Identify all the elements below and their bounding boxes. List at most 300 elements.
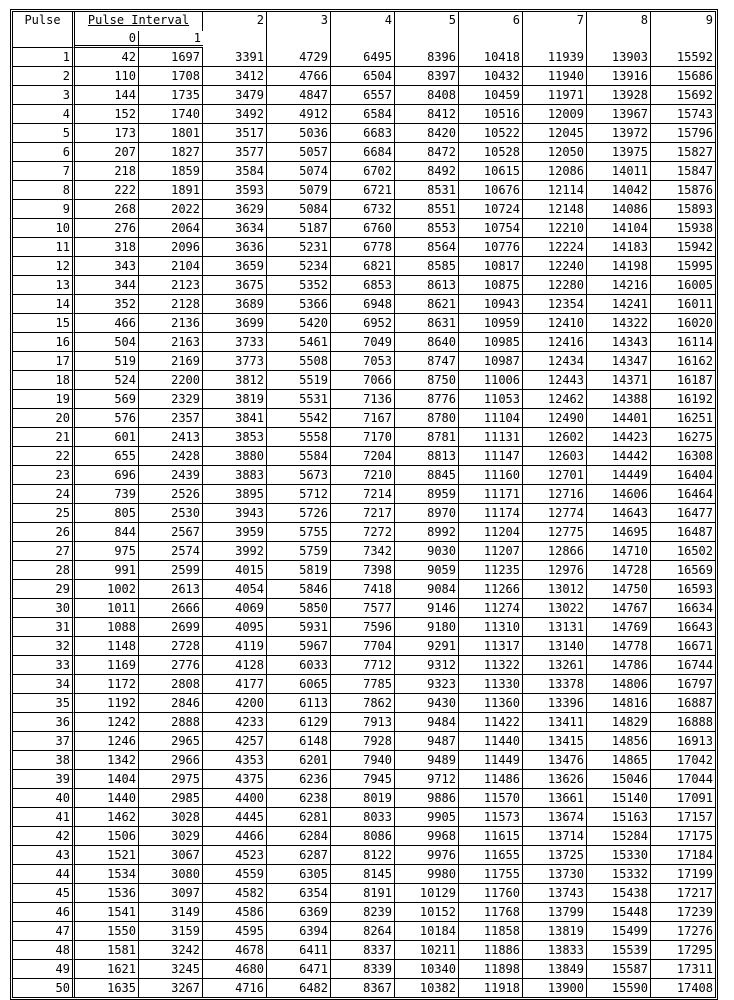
table-cell: 3479 bbox=[203, 86, 267, 105]
table-cell: 16887 bbox=[651, 694, 715, 713]
table-cell: 16744 bbox=[651, 656, 715, 675]
column-header: 6 bbox=[459, 12, 523, 48]
table-cell: 8408 bbox=[395, 86, 459, 105]
table-cell: 10724 bbox=[459, 200, 523, 219]
table-cell: 4257 bbox=[203, 732, 267, 751]
table-cell: 13661 bbox=[523, 789, 587, 808]
table-cell: 16888 bbox=[651, 713, 715, 732]
table-cell: 5420 bbox=[267, 314, 331, 333]
table-cell: 15692 bbox=[651, 86, 715, 105]
table-row bbox=[13, 808, 715, 827]
table-row bbox=[13, 789, 715, 808]
table-cell: 11422 bbox=[459, 713, 523, 732]
table-cell: 14086 bbox=[587, 200, 651, 219]
table-cell: 524 bbox=[75, 371, 139, 390]
table-cell: 11104 bbox=[459, 409, 523, 428]
table-cell: 13476 bbox=[523, 751, 587, 770]
table-row bbox=[13, 371, 715, 390]
table-row bbox=[13, 903, 715, 922]
table-row bbox=[13, 732, 715, 751]
table-row bbox=[13, 181, 715, 200]
row-pulse-number: 34 bbox=[13, 675, 75, 694]
row-pulse-number: 5 bbox=[13, 124, 75, 143]
table-cell: 5531 bbox=[267, 390, 331, 409]
table-row bbox=[13, 333, 715, 352]
table-cell: 15587 bbox=[587, 960, 651, 979]
table-cell: 519 bbox=[75, 352, 139, 371]
table-row bbox=[13, 314, 715, 333]
table-cell: 1635 bbox=[75, 979, 139, 997]
table-cell: 17044 bbox=[651, 770, 715, 789]
table-cell: 13140 bbox=[523, 637, 587, 656]
table-cell: 16308 bbox=[651, 447, 715, 466]
table-cell: 11858 bbox=[459, 922, 523, 941]
table-cell: 1172 bbox=[75, 675, 139, 694]
table-cell: 15827 bbox=[651, 143, 715, 162]
table-cell: 9146 bbox=[395, 599, 459, 618]
table-row bbox=[13, 504, 715, 523]
table-cell: 4847 bbox=[267, 86, 331, 105]
table-cell: 9489 bbox=[395, 751, 459, 770]
table-cell: 10754 bbox=[459, 219, 523, 238]
table-row bbox=[13, 409, 715, 428]
table-cell: 3391 bbox=[203, 48, 267, 67]
table-cell: 4586 bbox=[203, 903, 267, 922]
table-cell: 8472 bbox=[395, 143, 459, 162]
row-pulse-number: 13 bbox=[13, 276, 75, 295]
table-cell: 14104 bbox=[587, 219, 651, 238]
table-cell: 12462 bbox=[523, 390, 587, 409]
table-cell: 11615 bbox=[459, 827, 523, 846]
table-cell: 8264 bbox=[331, 922, 395, 941]
table-cell: 11768 bbox=[459, 903, 523, 922]
table-cell: 6732 bbox=[331, 200, 395, 219]
table-cell: 7210 bbox=[331, 466, 395, 485]
table-cell: 11886 bbox=[459, 941, 523, 960]
table-cell: 4054 bbox=[203, 580, 267, 599]
table-cell: 7342 bbox=[331, 542, 395, 561]
table-cell: 2846 bbox=[139, 694, 203, 713]
row-pulse-number: 11 bbox=[13, 238, 75, 257]
row-pulse-number: 26 bbox=[13, 523, 75, 542]
table-cell: 13131 bbox=[523, 618, 587, 637]
table-cell: 4729 bbox=[267, 48, 331, 67]
table-cell: 17091 bbox=[651, 789, 715, 808]
table-cell: 13411 bbox=[523, 713, 587, 732]
table-cell: 2776 bbox=[139, 656, 203, 675]
table-cell: 12701 bbox=[523, 466, 587, 485]
table-cell: 5508 bbox=[267, 352, 331, 371]
table-cell: 3245 bbox=[139, 960, 203, 979]
table-cell: 13261 bbox=[523, 656, 587, 675]
table-cell: 268 bbox=[75, 200, 139, 219]
table-cell: 1697 bbox=[139, 48, 203, 67]
table-row bbox=[13, 105, 715, 124]
table-cell: 11207 bbox=[459, 542, 523, 561]
table-cell: 7167 bbox=[331, 409, 395, 428]
table-cell: 4680 bbox=[203, 960, 267, 979]
row-pulse-number: 42 bbox=[13, 827, 75, 846]
table-cell: 8337 bbox=[331, 941, 395, 960]
table-cell: 14401 bbox=[587, 409, 651, 428]
table-cell: 1521 bbox=[75, 846, 139, 865]
table-cell: 5234 bbox=[267, 257, 331, 276]
row-pulse-number: 46 bbox=[13, 903, 75, 922]
table-cell: 3943 bbox=[203, 504, 267, 523]
row-pulse-number: 6 bbox=[13, 143, 75, 162]
table-cell: 14778 bbox=[587, 637, 651, 656]
table-cell: 1827 bbox=[139, 143, 203, 162]
table-cell: 3629 bbox=[203, 200, 267, 219]
table-cell: 5074 bbox=[267, 162, 331, 181]
table-row bbox=[13, 561, 715, 580]
table-cell: 13967 bbox=[587, 105, 651, 124]
table-cell: 11266 bbox=[459, 580, 523, 599]
table-cell: 7272 bbox=[331, 523, 395, 542]
table-cell: 1534 bbox=[75, 865, 139, 884]
table-cell: 11160 bbox=[459, 466, 523, 485]
table-cell: 17311 bbox=[651, 960, 715, 979]
table-cell: 4466 bbox=[203, 827, 267, 846]
table-cell: 4200 bbox=[203, 694, 267, 713]
table-row bbox=[13, 390, 715, 409]
table-cell: 3242 bbox=[139, 941, 203, 960]
table-cell: 2128 bbox=[139, 295, 203, 314]
table-cell: 15942 bbox=[651, 238, 715, 257]
pulse-interval-table bbox=[10, 9, 718, 1000]
table-cell: 3267 bbox=[139, 979, 203, 997]
table-cell: 6287 bbox=[267, 846, 331, 865]
table-cell: 5967 bbox=[267, 637, 331, 656]
table-cell: 15743 bbox=[651, 105, 715, 124]
table-cell: 8813 bbox=[395, 447, 459, 466]
table-cell: 3883 bbox=[203, 466, 267, 485]
table-cell: 3584 bbox=[203, 162, 267, 181]
table-cell: 5352 bbox=[267, 276, 331, 295]
table-cell: 7398 bbox=[331, 561, 395, 580]
table-row bbox=[13, 846, 715, 865]
table-cell: 3659 bbox=[203, 257, 267, 276]
table-cell: 15046 bbox=[587, 770, 651, 789]
table-cell: 11655 bbox=[459, 846, 523, 865]
table-cell: 10382 bbox=[395, 979, 459, 997]
table-row bbox=[13, 751, 715, 770]
row-pulse-number: 38 bbox=[13, 751, 75, 770]
row-pulse-number: 39 bbox=[13, 770, 75, 789]
table-cell: 17199 bbox=[651, 865, 715, 884]
row-pulse-number: 41 bbox=[13, 808, 75, 827]
table-cell: 16162 bbox=[651, 352, 715, 371]
table-cell: 14750 bbox=[587, 580, 651, 599]
table-cell: 15438 bbox=[587, 884, 651, 903]
table-cell: 9487 bbox=[395, 732, 459, 751]
table-cell: 1735 bbox=[139, 86, 203, 105]
table-cell: 1541 bbox=[75, 903, 139, 922]
table-cell: 655 bbox=[75, 447, 139, 466]
table-cell: 9323 bbox=[395, 675, 459, 694]
row-pulse-number: 1 bbox=[13, 48, 75, 67]
table-row bbox=[13, 580, 715, 599]
table-cell: 13022 bbox=[523, 599, 587, 618]
table-cell: 1246 bbox=[75, 732, 139, 751]
table-cell: 1708 bbox=[139, 67, 203, 86]
table-cell: 16797 bbox=[651, 675, 715, 694]
table-cell: 5726 bbox=[267, 504, 331, 523]
table-cell: 14322 bbox=[587, 314, 651, 333]
table-cell: 12354 bbox=[523, 295, 587, 314]
table-cell: 11898 bbox=[459, 960, 523, 979]
table-cell: 15332 bbox=[587, 865, 651, 884]
table-cell: 1169 bbox=[75, 656, 139, 675]
table-cell: 16251 bbox=[651, 409, 715, 428]
table-cell: 15876 bbox=[651, 181, 715, 200]
row-pulse-number: 15 bbox=[13, 314, 75, 333]
table-cell: 13819 bbox=[523, 922, 587, 941]
table-row bbox=[13, 48, 715, 67]
row-pulse-number: 48 bbox=[13, 941, 75, 960]
table-cell: 17295 bbox=[651, 941, 715, 960]
table-cell: 3159 bbox=[139, 922, 203, 941]
row-pulse-number: 21 bbox=[13, 428, 75, 447]
table-cell: 10211 bbox=[395, 941, 459, 960]
table-cell: 5931 bbox=[267, 618, 331, 637]
table-cell: 218 bbox=[75, 162, 139, 181]
table-cell: 3733 bbox=[203, 333, 267, 352]
table-cell: 12210 bbox=[523, 219, 587, 238]
table-cell: 5819 bbox=[267, 561, 331, 580]
table-cell: 15938 bbox=[651, 219, 715, 238]
table-cell: 11174 bbox=[459, 504, 523, 523]
table-cell: 12148 bbox=[523, 200, 587, 219]
table-cell: 8845 bbox=[395, 466, 459, 485]
table-cell: 8033 bbox=[331, 808, 395, 827]
table-cell: 16634 bbox=[651, 599, 715, 618]
table-cell: 2965 bbox=[139, 732, 203, 751]
table-cell: 4375 bbox=[203, 770, 267, 789]
table-cell: 4912 bbox=[267, 105, 331, 124]
table-cell: 14816 bbox=[587, 694, 651, 713]
table-row bbox=[13, 637, 715, 656]
row-pulse-number: 10 bbox=[13, 219, 75, 238]
row-pulse-number: 19 bbox=[13, 390, 75, 409]
table-cell: 13674 bbox=[523, 808, 587, 827]
table-cell: 9484 bbox=[395, 713, 459, 732]
table-cell: 8613 bbox=[395, 276, 459, 295]
table-cell: 6471 bbox=[267, 960, 331, 979]
table-cell: 17175 bbox=[651, 827, 715, 846]
table-cell: 6394 bbox=[267, 922, 331, 941]
table-cell: 3689 bbox=[203, 295, 267, 314]
table-cell: 3097 bbox=[139, 884, 203, 903]
table-cell: 14042 bbox=[587, 181, 651, 200]
table-cell: 13396 bbox=[523, 694, 587, 713]
table-cell: 2599 bbox=[139, 561, 203, 580]
table-cell: 4400 bbox=[203, 789, 267, 808]
table-row bbox=[13, 922, 715, 941]
table-cell: 8420 bbox=[395, 124, 459, 143]
table-cell: 11971 bbox=[523, 86, 587, 105]
table-cell: 8492 bbox=[395, 162, 459, 181]
table-row bbox=[13, 618, 715, 637]
table-cell: 10418 bbox=[459, 48, 523, 67]
row-pulse-number: 16 bbox=[13, 333, 75, 352]
row-pulse-number: 50 bbox=[13, 979, 75, 997]
table-cell: 3517 bbox=[203, 124, 267, 143]
table-cell: 14449 bbox=[587, 466, 651, 485]
table-cell: 16502 bbox=[651, 542, 715, 561]
table-cell: 3634 bbox=[203, 219, 267, 238]
table-cell: 1404 bbox=[75, 770, 139, 789]
table-cell: 8367 bbox=[331, 979, 395, 997]
table-cell: 10528 bbox=[459, 143, 523, 162]
table-cell: 8396 bbox=[395, 48, 459, 67]
table-cell: 5084 bbox=[267, 200, 331, 219]
table-cell: 3593 bbox=[203, 181, 267, 200]
table-cell: 11440 bbox=[459, 732, 523, 751]
table-cell: 2975 bbox=[139, 770, 203, 789]
table-cell: 12443 bbox=[523, 371, 587, 390]
table-cell: 1506 bbox=[75, 827, 139, 846]
table-cell: 7577 bbox=[331, 599, 395, 618]
table-header bbox=[13, 12, 715, 48]
table-cell: 1859 bbox=[139, 162, 203, 181]
table-cell: 11317 bbox=[459, 637, 523, 656]
table-cell: 13799 bbox=[523, 903, 587, 922]
table-cell: 4177 bbox=[203, 675, 267, 694]
table-cell: 9886 bbox=[395, 789, 459, 808]
table-cell: 14347 bbox=[587, 352, 651, 371]
table-row bbox=[13, 200, 715, 219]
table-cell: 14728 bbox=[587, 561, 651, 580]
table-cell: 12280 bbox=[523, 276, 587, 295]
table-cell: 7170 bbox=[331, 428, 395, 447]
table-cell: 7214 bbox=[331, 485, 395, 504]
table-cell: 10817 bbox=[459, 257, 523, 276]
table-cell: 6952 bbox=[331, 314, 395, 333]
column-header: 0 bbox=[75, 31, 139, 48]
table-cell: 6683 bbox=[331, 124, 395, 143]
row-pulse-number: 17 bbox=[13, 352, 75, 371]
table-cell: 975 bbox=[75, 542, 139, 561]
table-cell: 14786 bbox=[587, 656, 651, 675]
table-cell: 12716 bbox=[523, 485, 587, 504]
table-row bbox=[13, 656, 715, 675]
table-row bbox=[13, 466, 715, 485]
column-header: 5 bbox=[395, 12, 459, 48]
table-row bbox=[13, 542, 715, 561]
table-cell: 11274 bbox=[459, 599, 523, 618]
table-cell: 15284 bbox=[587, 827, 651, 846]
table-cell: 13900 bbox=[523, 979, 587, 997]
table-cell: 5759 bbox=[267, 542, 331, 561]
table-cell: 3029 bbox=[139, 827, 203, 846]
table-row bbox=[13, 162, 715, 181]
table-cell: 14442 bbox=[587, 447, 651, 466]
table-cell: 2428 bbox=[139, 447, 203, 466]
table-cell: 4233 bbox=[203, 713, 267, 732]
table-cell: 8564 bbox=[395, 238, 459, 257]
table-cell: 9084 bbox=[395, 580, 459, 599]
table-row bbox=[13, 67, 715, 86]
table-row bbox=[13, 941, 715, 960]
table-cell: 3959 bbox=[203, 523, 267, 542]
table-cell: 10152 bbox=[395, 903, 459, 922]
table-cell: 8750 bbox=[395, 371, 459, 390]
column-header: 3 bbox=[267, 12, 331, 48]
table-cell: 11940 bbox=[523, 67, 587, 86]
table-cell: 8585 bbox=[395, 257, 459, 276]
table-cell: 5584 bbox=[267, 447, 331, 466]
table-cell: 9430 bbox=[395, 694, 459, 713]
table-row bbox=[13, 523, 715, 542]
table-cell: 6236 bbox=[267, 770, 331, 789]
table-cell: 14606 bbox=[587, 485, 651, 504]
table-cell: 343 bbox=[75, 257, 139, 276]
table-cell: 1536 bbox=[75, 884, 139, 903]
table-row bbox=[13, 86, 715, 105]
table-cell: 17184 bbox=[651, 846, 715, 865]
table-cell: 991 bbox=[75, 561, 139, 580]
table-cell: 16477 bbox=[651, 504, 715, 523]
table-cell: 14388 bbox=[587, 390, 651, 409]
table-cell: 7712 bbox=[331, 656, 395, 675]
table-cell: 7862 bbox=[331, 694, 395, 713]
table-cell: 6760 bbox=[331, 219, 395, 238]
table-cell: 2530 bbox=[139, 504, 203, 523]
table-cell: 13725 bbox=[523, 846, 587, 865]
table-cell: 9180 bbox=[395, 618, 459, 637]
table-cell: 6129 bbox=[267, 713, 331, 732]
table-cell: 4119 bbox=[203, 637, 267, 656]
table-cell: 2064 bbox=[139, 219, 203, 238]
table-cell: 14371 bbox=[587, 371, 651, 390]
table-cell: 14423 bbox=[587, 428, 651, 447]
table-cell: 7204 bbox=[331, 447, 395, 466]
table-cell: 6821 bbox=[331, 257, 395, 276]
table-cell: 13916 bbox=[587, 67, 651, 86]
table-cell: 16487 bbox=[651, 523, 715, 542]
table-cell: 8019 bbox=[331, 789, 395, 808]
table-cell: 16005 bbox=[651, 276, 715, 295]
table-cell: 13378 bbox=[523, 675, 587, 694]
table-cell: 5036 bbox=[267, 124, 331, 143]
table-cell: 5712 bbox=[267, 485, 331, 504]
table-cell: 13903 bbox=[587, 48, 651, 67]
table-cell: 318 bbox=[75, 238, 139, 257]
table-cell: 11939 bbox=[523, 48, 587, 67]
table-cell: 14806 bbox=[587, 675, 651, 694]
table-cell: 10776 bbox=[459, 238, 523, 257]
table-row bbox=[13, 257, 715, 276]
table-cell: 8780 bbox=[395, 409, 459, 428]
table-cell: 1740 bbox=[139, 105, 203, 124]
table-cell: 3149 bbox=[139, 903, 203, 922]
table-cell: 9059 bbox=[395, 561, 459, 580]
table-row bbox=[13, 143, 715, 162]
table-cell: 11204 bbox=[459, 523, 523, 542]
table-cell: 5187 bbox=[267, 219, 331, 238]
table-cell: 576 bbox=[75, 409, 139, 428]
row-pulse-number: 45 bbox=[13, 884, 75, 903]
table-body bbox=[13, 48, 715, 997]
table-cell: 9712 bbox=[395, 770, 459, 789]
row-pulse-number: 3 bbox=[13, 86, 75, 105]
table-cell: 12490 bbox=[523, 409, 587, 428]
table-cell: 5079 bbox=[267, 181, 331, 200]
table-row bbox=[13, 884, 715, 903]
table-cell: 8412 bbox=[395, 105, 459, 124]
table-cell: 16913 bbox=[651, 732, 715, 751]
